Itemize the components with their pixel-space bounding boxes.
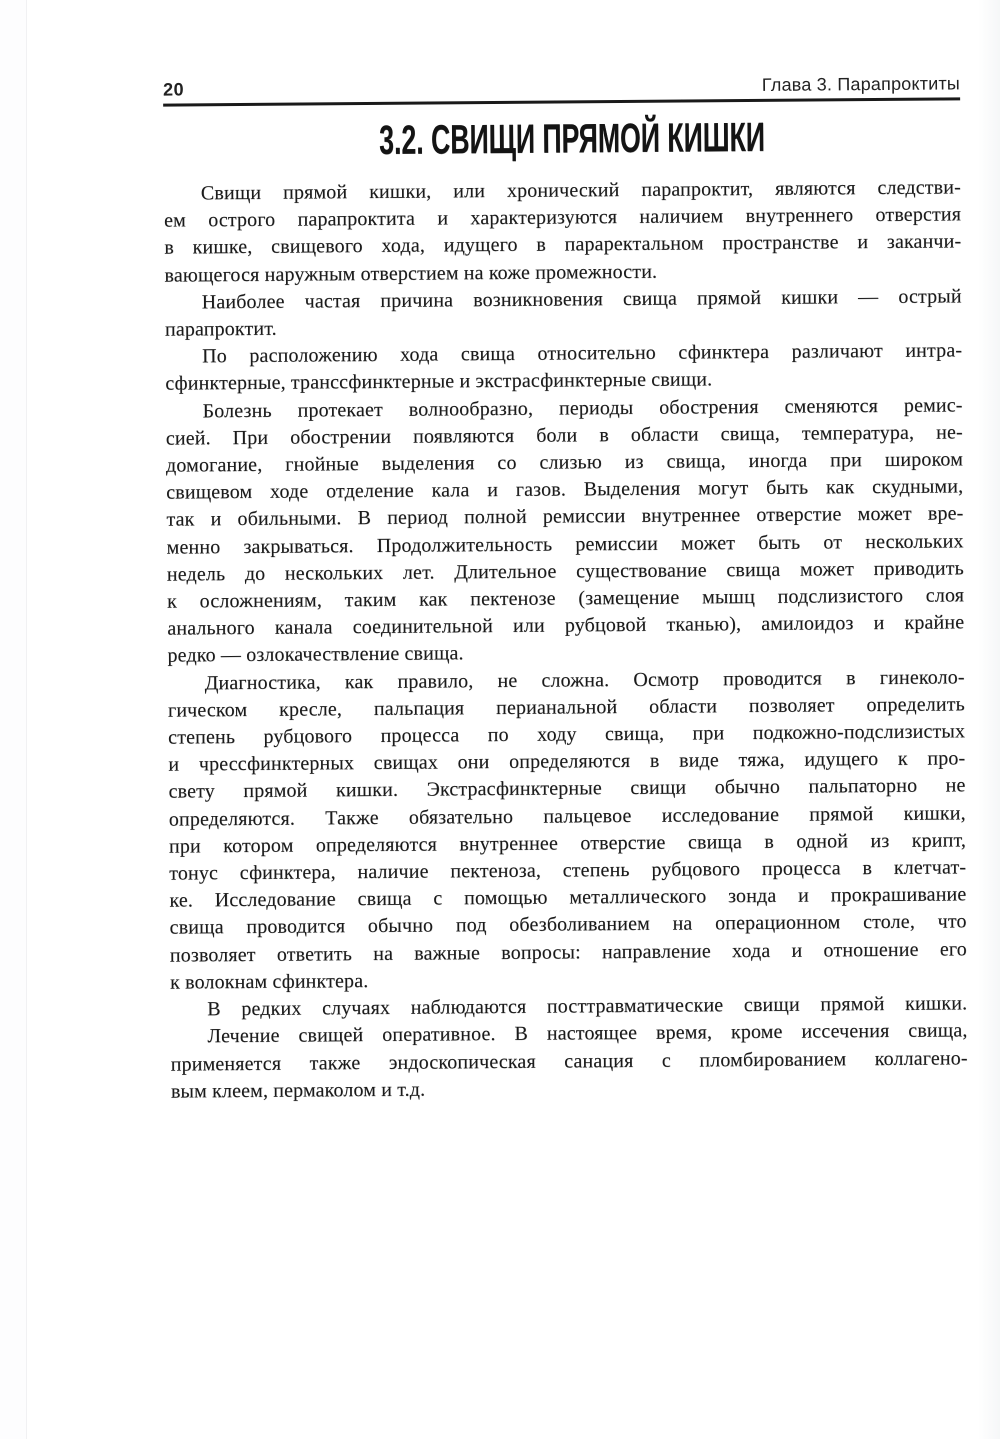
text-line: ке. Исследование свища с помощью металлического зонда и прокрашивание — [169, 883, 967, 912]
text-line: сией. При обострении появляются боли в области свища, температура, не- — [165, 421, 963, 450]
text-line: вающегося наружным отверстием на коже промежности. — [164, 260, 658, 287]
text-line: Болезнь протекает волнообразно, периоды обострения сменяются ремис- — [202, 393, 963, 422]
text-line: В редких случаях наблюдаются посттравматические свищи прямой кишки. — [207, 992, 968, 1021]
text-line: к волокнам сфинктера. — [169, 969, 369, 994]
text-line: Диагностика, как правило, не сложна. Осмотр проводится в гинеколо- — [204, 666, 965, 694]
text-line: домогание, гнойные выделения со слизью из свища, иногда при широком — [165, 448, 964, 477]
text-line: менно закрываться. Продолжительность ремиссии может быть от нескольких — [166, 529, 964, 559]
running-header — [163, 73, 960, 106]
paragraph — [164, 174, 962, 289]
text-line: Свищи прямой кишки, или хронический парапроктит, являются следстви- — [200, 176, 961, 205]
text-line: Наиболее частая причина возникновения свища прямой кишки — острый — [201, 285, 962, 314]
text-line: свету прямой кишки. Экстрасфинктерные свищи обычно пальпаторно не — [168, 774, 966, 804]
text-line: определяются. Также обязательно пальцевое исследование прямой кишки, — [168, 802, 966, 831]
section-title — [163, 112, 960, 164]
paragraph — [165, 283, 962, 344]
text-line: свищевом ходе отделение кала и газов. Выделения могут быть как скудными, — [166, 475, 964, 504]
paragraph — [165, 338, 962, 399]
text-line: позволяет ответить на важные вопросы: направление хода и отношение его — [169, 938, 967, 967]
text-line: применяется также эндоскопическая санация с пломбированием коллагено- — [170, 1046, 968, 1076]
text-line: Лечение свищей оперативное. В настоящее время, кроме иссечения свища, — [207, 1019, 968, 1048]
text-line: По расположению хода свища относительно сфинктера различают интра- — [202, 339, 963, 368]
text-line: гическом кресле, пальпация перианальной области позволяет определить — [167, 693, 965, 722]
text-line: ем острого парапроктита и характеризуются наличием внутреннего отверстия — [163, 203, 962, 232]
article — [164, 174, 968, 1105]
text-line: вым клеем, пермаколом и т.д. — [170, 1078, 426, 1103]
text-line: и чрессфинктерных свищах они определяются в виде тяжа, идущего к про- — [168, 747, 966, 776]
paragraph — [170, 1018, 968, 1106]
text-line: так и обильными. В период полной ремиссии внутреннее отверстие может вре- — [166, 502, 964, 532]
page-number: 20 — [162, 79, 185, 100]
text-line: сфинктерные, транссфинктерные и экстрасфинктерные свищи. — [165, 368, 713, 396]
paragraph — [168, 664, 968, 997]
text-line: парапроктит. — [164, 317, 277, 341]
section-title-text: 3.2. СВИЩИ ПРЯМОЙ КИШКИ — [378, 113, 765, 163]
text-line: степень рубцового процесса по ходу свища, при подкожно-подслизистых — [168, 720, 966, 749]
text-line: недель до нескольких лет. Длительное существование свища может приводить — [166, 557, 964, 586]
text-line: свища проводится обычно под обезболиванием на операционном столе, что — [169, 910, 967, 940]
text-line: при котором определяются внутреннее отверстие свища в одной из крипт, — [168, 829, 967, 858]
text-line: в кишке, свищевого хода, идущего в параректальном пространстве и заканчи- — [164, 230, 962, 260]
text-line: к осложнениям, таким как пектенозе (замещение мышц подслизистого слоя — [166, 584, 965, 613]
paragraph — [165, 392, 964, 670]
text-line: редко — озлокачествление свища. — [167, 642, 464, 668]
text-line: тонус сфинктера, наличие пектеноза, степень рубцового процесса в клетчат- — [169, 856, 967, 885]
text-line: анального канала соединительной или рубцовой тканью), амилоидоз и крайне — [167, 611, 965, 640]
chapter-running-head: Глава 3. Парапроктиты — [761, 73, 961, 95]
